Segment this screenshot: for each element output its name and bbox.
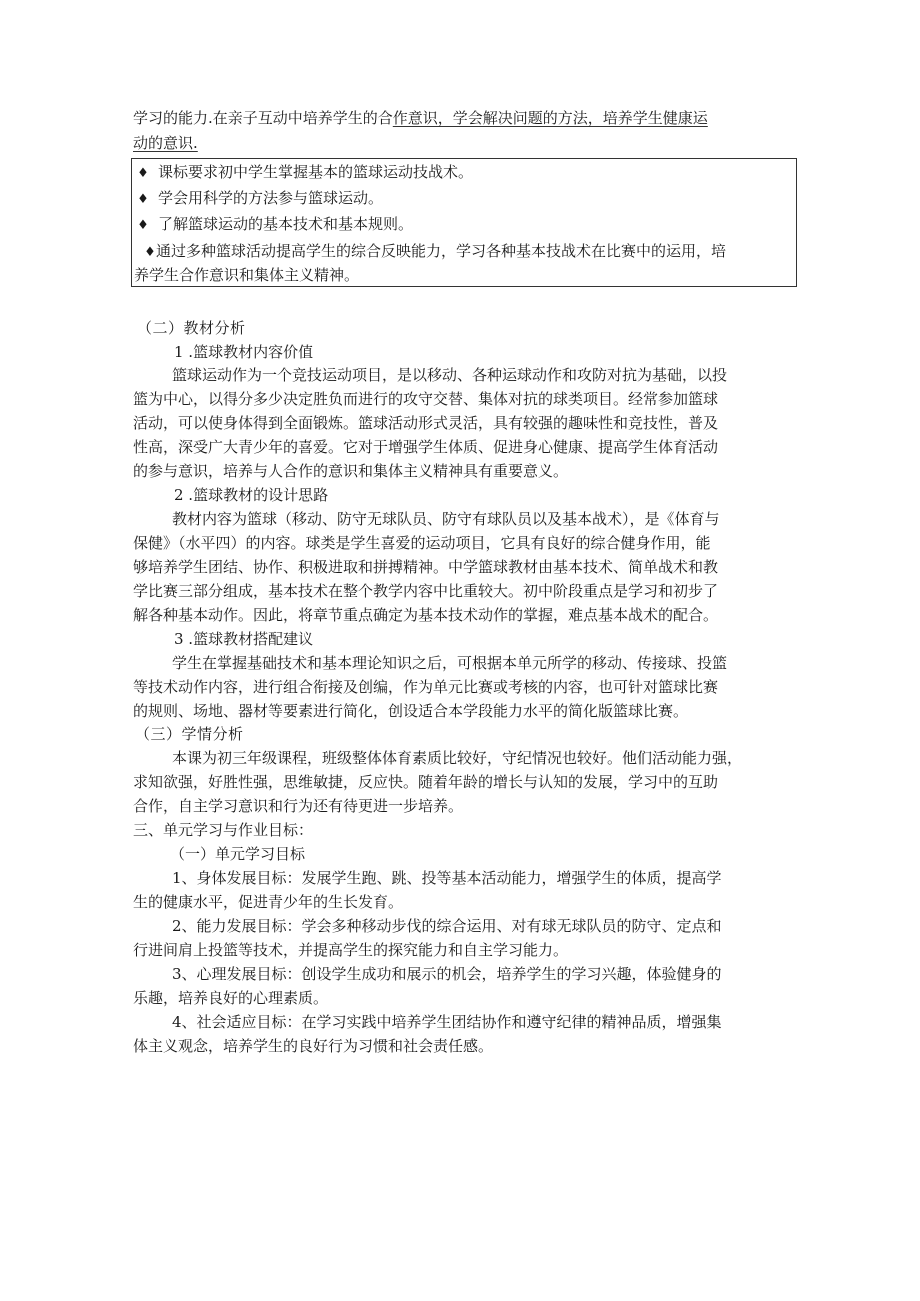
- paragraph-line: 求知欲强，好胜性强，思维敏捷，反应快。随着年龄的增长与认知的发展，学习中的互助: [133, 773, 719, 791]
- box-item-text: 养学生合作意识和集体主义精神。: [134, 266, 360, 284]
- box-item-2: [134, 186, 383, 210]
- diamond-bullet-icon: ♦: [137, 192, 149, 207]
- paragraph-line: 篮球运动作为一个竞技运动项目，是以移动、各种运球动作和攻防对抗为基础，以投: [172, 366, 728, 384]
- goal-4-line-1: 4、社会适应目标：在学习实践中培养学生团结协作和遵守纪律的精神品质，增强集: [172, 1013, 722, 1031]
- sub-heading-1: [174, 340, 313, 364]
- paragraph-line: 本课为初三年级课程，班级整体体育素质比较好，守纪情况也较好。他们活动能力强，: [172, 749, 743, 767]
- paragraph-line: 篮为中心，以得分多少决定胜负而进行的攻守交替、集体对抗的球类项目。经常参加篮球: [133, 390, 719, 408]
- paragraph-line: 等技术动作内容，进行组合衔接及创编，作为单元比赛或考核的内容，也可针对篮球比赛: [133, 678, 719, 696]
- paragraph-line: 的规则、场地、器材等要素进行简化，创设适合本学段能力水平的简化版篮球比赛。: [133, 702, 689, 720]
- goal-2-line-1: 2、能力发展目标：学会多种移动步伐的综合运用、对有球无球队员的防守、定点和: [172, 917, 722, 935]
- paragraph-line: 教材内容为篮球（移动、防守无球队员、防守有球队员以及基本战术），是《体育与: [172, 510, 720, 528]
- box-item-4-cont: [134, 263, 359, 287]
- heading-text: 1 .篮球教材内容价值: [174, 343, 314, 361]
- goal-4-line-2: 体主义观念，培养学生的良好行为习惯和社会责任感。: [133, 1037, 494, 1055]
- paragraph-line: 保健》（水平四）的内容。球类是学生喜爱的运动项目，它具有良好的综合健身作用，能: [133, 534, 711, 552]
- paragraph-line: 性高，深受广大青少年的喜爱。它对于增强学生体质、促进身心健康、提高学生体育活动: [133, 438, 719, 456]
- goal-1-line-2: 生的健康水平，促进青少年的生长发育。: [133, 893, 404, 911]
- box-item-3: [134, 212, 413, 236]
- goal-1-line-1: 1、身体发展目标：发展学生跑、跳、投等基本活动能力，增强学生的体质，提高学: [172, 869, 722, 887]
- goal-3-line-1: 3、心理发展目标：创设学生成功和展示的机会，培养学生的学习兴趣，体验健身的: [172, 965, 722, 983]
- section-heading-material: [137, 316, 246, 340]
- diamond-bullet-icon: ♦: [144, 245, 156, 260]
- heading-text: 3 .篮球教材搭配建议: [174, 630, 314, 648]
- paragraph-line: 的参与意识，培养与人合作的意识和集体主义精神具有重要意义。: [133, 462, 569, 480]
- box-item-1: [134, 160, 473, 184]
- section-heading-student: [135, 722, 244, 746]
- goal-3-line-2: 乐趣，培养良好的心理素质。: [133, 989, 329, 1007]
- box-item-text: 学会用科学的方法参与篮球运动。: [158, 189, 384, 207]
- intro-text-underlined: 作意识，学会解决问题的方法，培养学生健康运: [392, 109, 708, 127]
- heading-text: 三、单元学习与作业目标：: [133, 821, 314, 839]
- heading-text: （一）单元学习目标: [170, 845, 306, 863]
- intro-line-2: [133, 131, 198, 155]
- course-standard-box: [131, 158, 797, 287]
- intro-text-underlined-2: 动的意识.: [133, 134, 198, 152]
- box-item-text: 课标要求初中学生掌握基本的篮球运动技战术。: [158, 163, 474, 181]
- paragraph-line: 学比赛三部分组成，基本技术在整个教学内容中比重较大。初中阶段重点是学习和初步了: [133, 582, 719, 600]
- diamond-bullet-icon: ♦: [137, 218, 149, 233]
- intro-text-plain: 学习的能力.在亲子互动中培养学生的合: [133, 109, 393, 127]
- heading-text: 2 .篮球教材的设计思路: [174, 486, 329, 504]
- box-item-text: 通过多种篮球活动提高学生的综合反映能力，学习各种基本技战术在比赛中的运用，培: [156, 242, 727, 260]
- box-item-text: 了解篮球运动的基本技术和基本规则。: [158, 215, 414, 233]
- paragraph-line: 够培养学生团结、协作、积极进取和拼搏精神。中学篮球教材由基本技术、简单战术和教: [133, 558, 719, 576]
- box-item-4: [144, 239, 726, 263]
- intro-line-1: [133, 106, 708, 130]
- sub-heading-2: [174, 483, 328, 507]
- sub-heading-goals: [170, 842, 305, 866]
- goal-2-line-2: 行进间肩上投篮等技术，并提高学生的探究能力和自主学习能力。: [133, 941, 569, 959]
- sub-heading-3: [174, 627, 313, 651]
- heading-text: （三）学情分析: [135, 725, 244, 743]
- diamond-bullet-icon: ♦: [137, 166, 149, 181]
- paragraph-line: 解各种基本动作。因此，将章节重点确定为基本技术动作的掌握，难点基本战术的配合。: [133, 606, 719, 624]
- paragraph-line: 活动，可以使身体得到全面锻炼。篮球活动形式灵活，具有较强的趣味性和竞技性，普及: [133, 414, 719, 432]
- heading-text: （二）教材分析: [137, 319, 246, 337]
- paragraph-line: 学生在掌握基础技术和基本理论知识之后，可根据本单元所学的移动、传接球、投篮: [172, 654, 728, 672]
- paragraph-line: 合作，自主学习意识和行为还有待更进一步培养。: [133, 797, 464, 815]
- section-heading-goals: [133, 818, 313, 842]
